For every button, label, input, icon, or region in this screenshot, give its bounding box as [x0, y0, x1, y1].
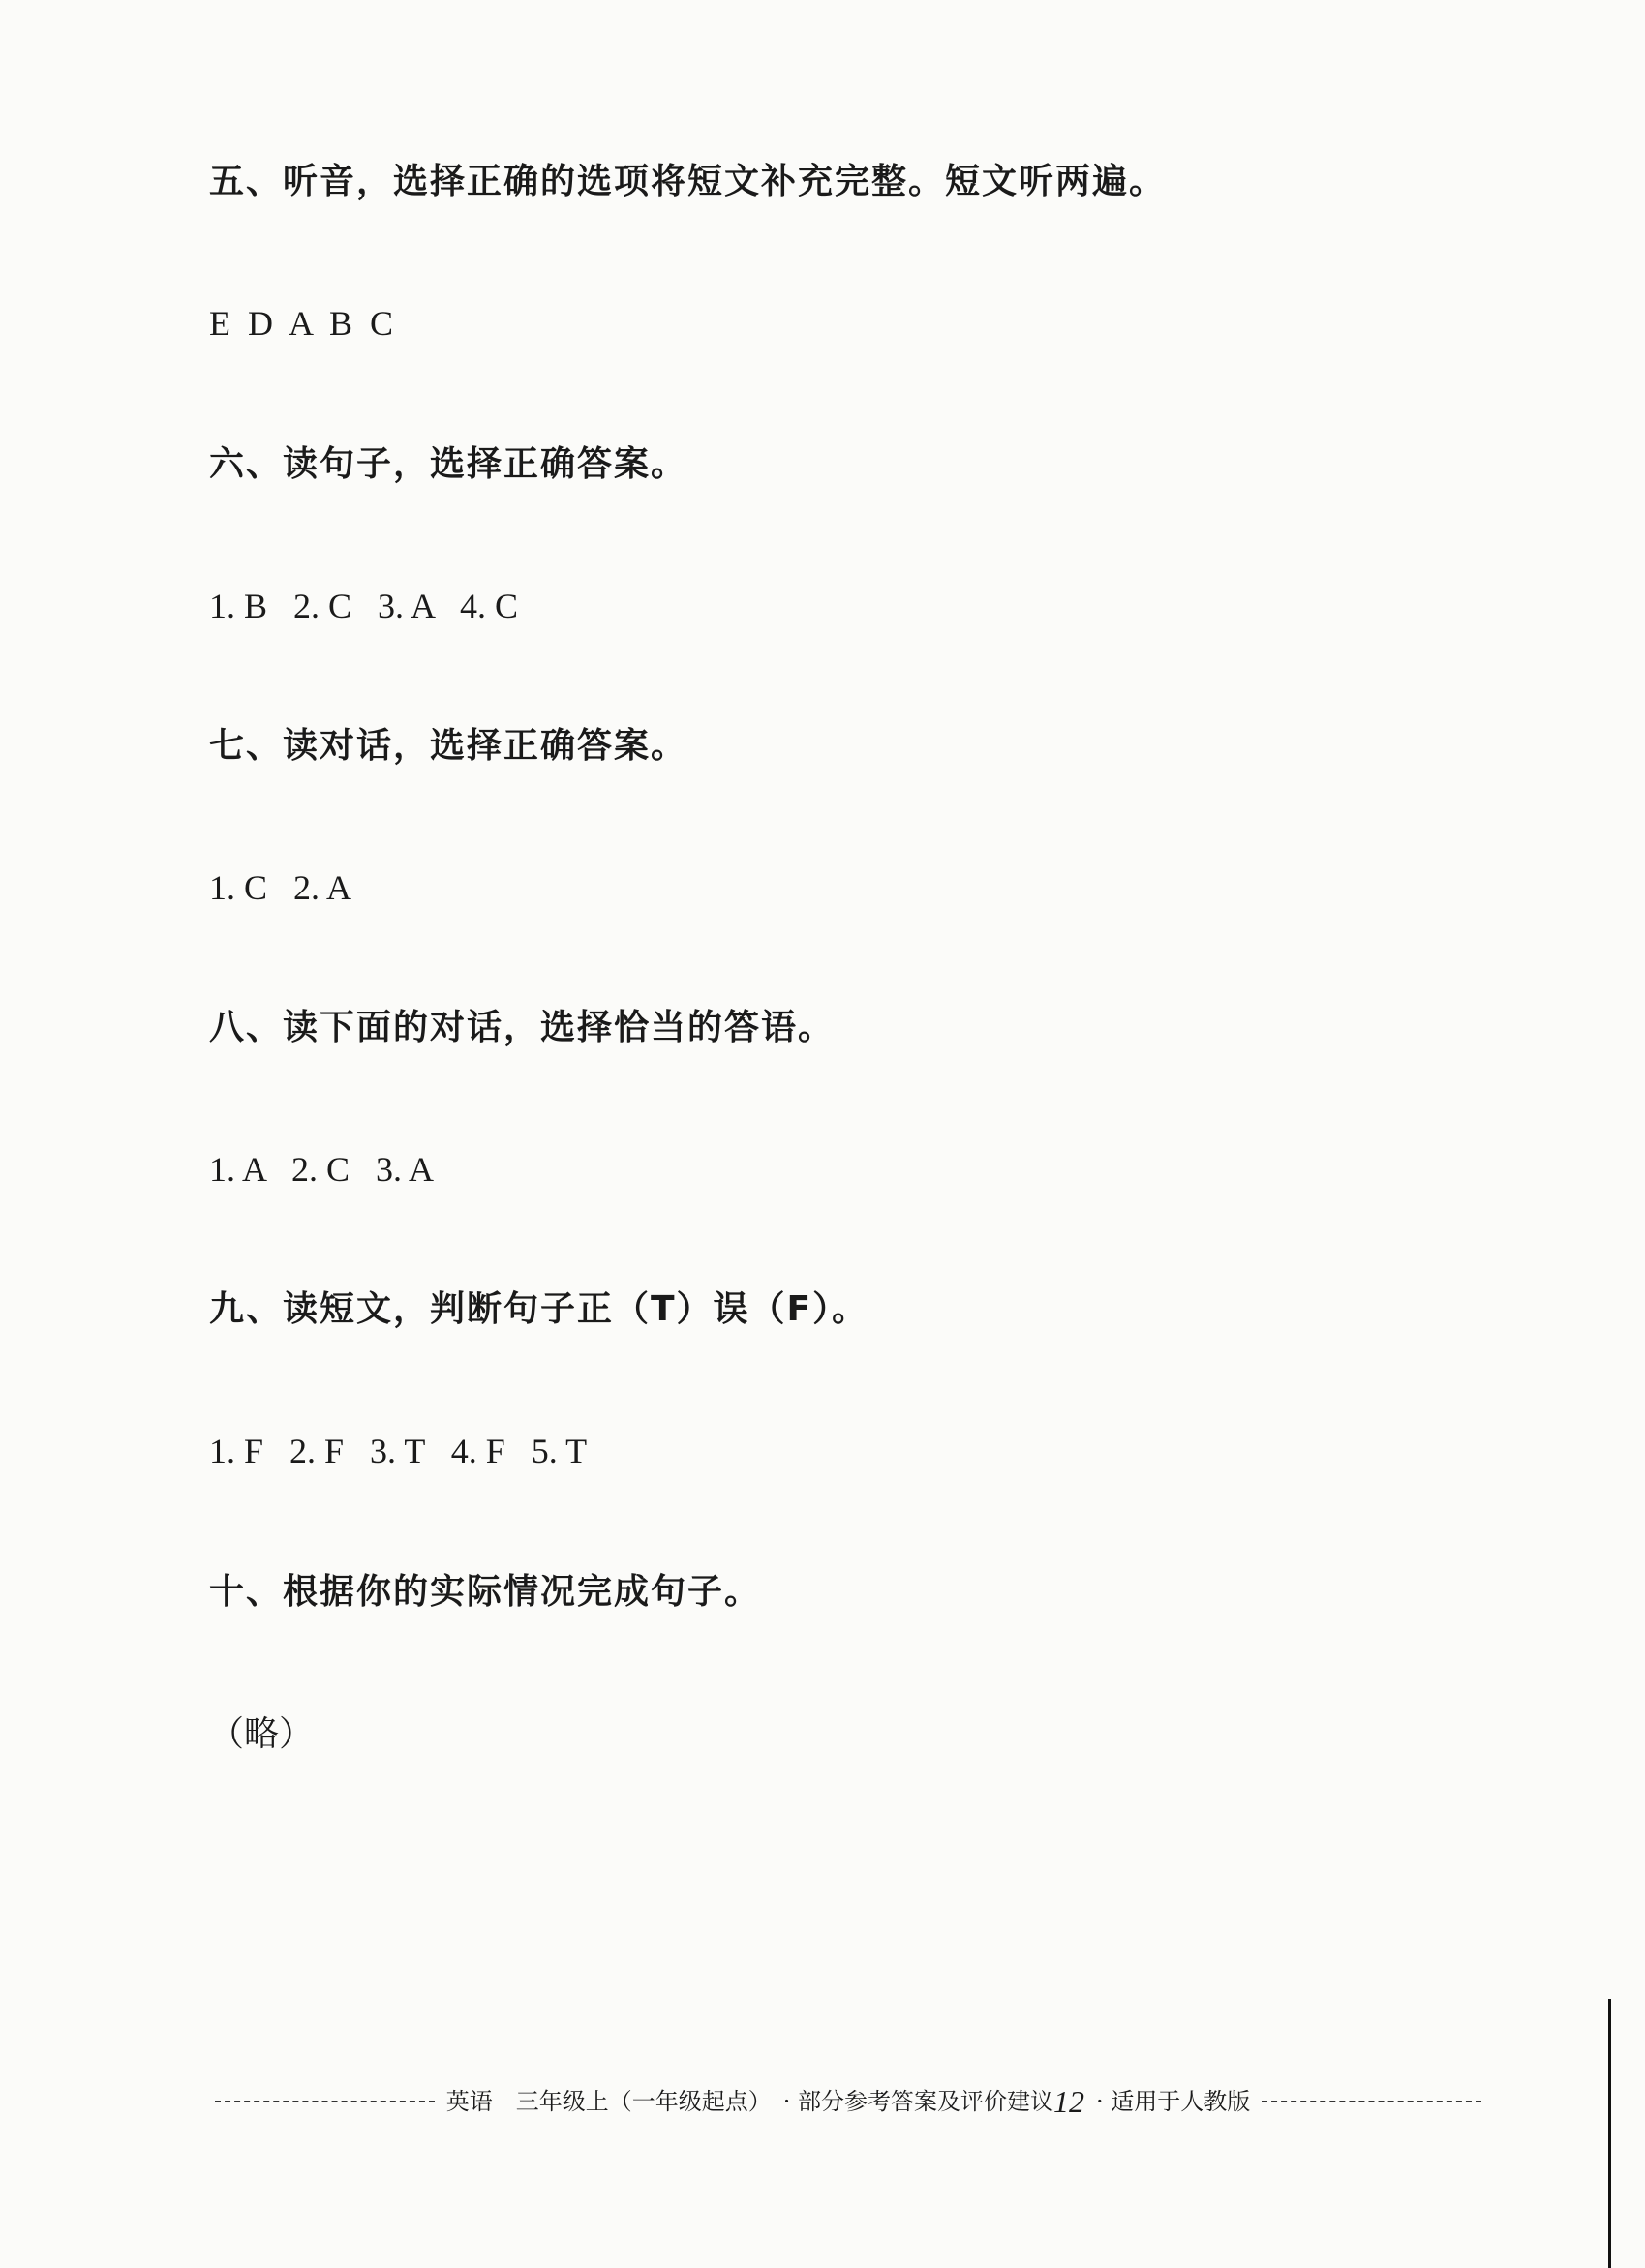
section-9-heading: 九、读短文，判断句子正（T）误（F）。 [209, 1289, 869, 1329]
footer-dash-right [1262, 2101, 1481, 2102]
section-7-heading: 七、读对话，选择正确答案。 [209, 726, 688, 766]
section-5-heading: 五、听音，选择正确的选项将短文补充完整。短文听两遍。 [209, 162, 1167, 201]
page-footer [215, 2086, 1481, 2117]
footer-subject: 英语 [445, 2088, 493, 2115]
section-10-answer: （略） [209, 1714, 315, 1753]
footer-title: · 部分参考答案及评价建议 [782, 2088, 1053, 2115]
section-8-answer: 1. A 2. C 3. A [209, 1150, 435, 1189]
section-9-answer: 1. F 2. F 3. T 4. F 5. T [209, 1432, 588, 1470]
section-6-answer: 1. B 2. C 3. A 4. C [209, 587, 519, 625]
footer-dash-left [215, 2101, 435, 2102]
page-number: 12 [1053, 2084, 1084, 2119]
section-8-heading: 八、读下面的对话，选择恰当的答语。 [209, 1008, 836, 1047]
section-7-answer: 1. C 2. A [209, 868, 352, 907]
section-6-heading: 六、读句子，选择正确答案。 [209, 444, 688, 484]
footer-grade: 三年级上（一年级起点） [515, 2088, 772, 2115]
section-5-answer: E D A B C [209, 304, 394, 343]
section-10-heading: 十、根据你的实际情况完成句子。 [209, 1572, 762, 1612]
scan-edge-line [1608, 1999, 1611, 2268]
footer-edition: · 适用于人教版 [1096, 2088, 1251, 2115]
